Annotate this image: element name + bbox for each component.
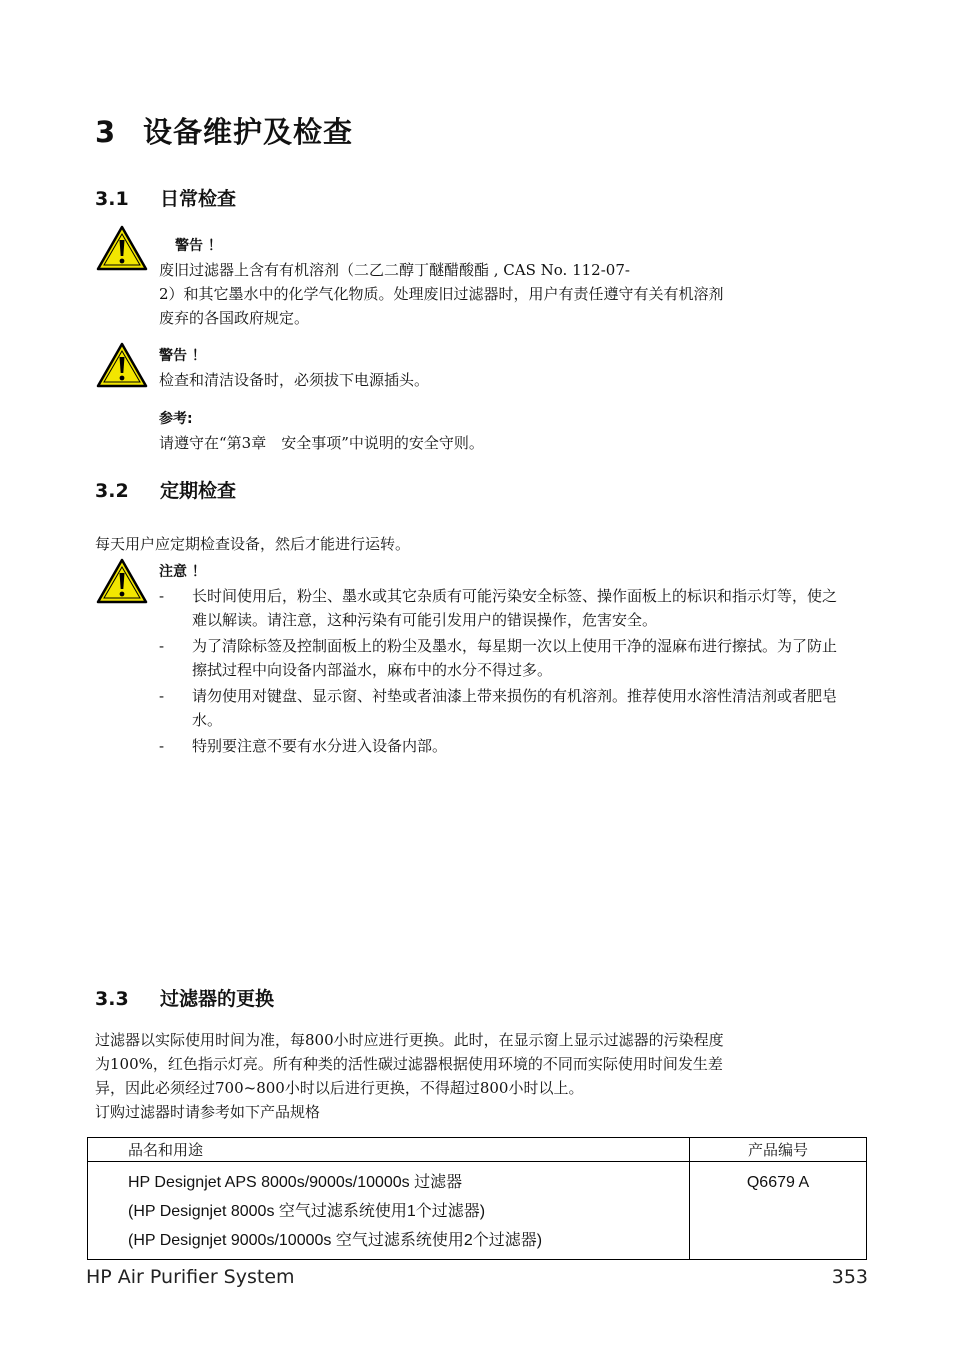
section-3-1-heading [95,184,236,211]
column-header-name: 品名和用途 [88,1138,690,1162]
note-label: 参考: [159,411,193,427]
list-item-text: 为了清除标签及控制面板上的粉尘及墨水，每星期一次以上使用干净的湿麻布进行擦拭。为了防止擦拭过程中向设备内部溢水，麻布中的水分不得过多。 [192,637,838,679]
paragraph-line: 异，因此必须经过700~800小时以后进行更换，不得超过800小时以上。 [95,1079,584,1097]
section-intro: 每天用户应定期检查设备，然后才能进行运转。 [95,535,411,553]
product-name-line: (HP Designjet 8000s 空气过滤系统使用1个过滤器) [128,1203,486,1220]
section-title: 日常检查 [160,188,237,210]
product-name-cell [88,1162,690,1260]
caution-list [159,584,849,760]
list-item-text: 特别要注意不要有水分进入设备内部。 [192,737,448,755]
warning-text: 检查和清洁设备时，必须拔下电源插头。 [159,371,430,389]
table-row [88,1162,867,1260]
page-number: 353 [831,1266,868,1288]
list-item [159,684,849,732]
list-item [159,634,849,682]
bullet-dash: - [159,587,165,605]
list-item-text: 请勿使用对键盘、显示窗、衬垫或者油漆上带来损伤的有机溶剂。推荐使用水溶性清洁剂或者肥皂水。 [192,687,838,729]
bullet-dash: - [159,637,165,655]
paragraph-line: 过滤器以实际使用时间为准，每800小时应进行更换。此时，在显示窗上显示过滤器的污染程度 [95,1031,724,1049]
product-name-line: (HP Designjet 9000s/10000s 空气过滤系统使用2个过滤器) [128,1232,543,1249]
note-text: 请遵守在“第3章 安全事项”中说明的安全守则。 [159,434,484,452]
warning-triangle-icon [96,558,148,604]
table-header-row [88,1138,867,1162]
section-number: 3.3 [95,988,129,1010]
section-title: 定期检查 [160,480,237,502]
product-code-cell: Q6679 A [690,1162,867,1260]
chapter-title-text: 设备维护及检查 [143,115,354,149]
section-number: 3.1 [95,188,129,210]
warning-triangle-icon [96,225,148,271]
warning-text [159,258,859,330]
bullet-dash: - [159,687,165,705]
warning-label: 警告 ！ [159,348,206,364]
warning-line: 废弃的各国政府规定。 [159,309,310,327]
product-spec-table [87,1137,867,1260]
section-3-3-heading [95,984,274,1011]
chapter-title [95,110,353,151]
warning-line: 废旧过滤器上含有有机溶剂（二乙二醇丁醚醋酸酯 , CAS No. 112-07- [159,261,630,279]
paragraph-line: 订购过滤器时请参考如下产品规格 [95,1103,321,1121]
warning-line: 2）和其它墨水中的化学气化物质。处理废旧过滤器时，用户有责任遵守有关有机溶剂 [159,285,724,303]
caution-label: 注意 ！ [159,564,206,580]
column-header-code: 产品编号 [690,1138,867,1162]
list-item [159,734,849,758]
bullet-dash: - [159,737,165,755]
section-paragraph [95,1028,875,1124]
section-3-2-heading [95,476,236,503]
chapter-number: 3 [95,115,117,149]
warning-label: 警告 ！ [175,238,222,254]
product-name-line: HP Designjet APS 8000s/9000s/10000s 过滤器 [128,1174,463,1191]
footer-product-name: HP Air Purifier System [86,1266,295,1288]
section-number: 3.2 [95,480,129,502]
list-item [159,584,849,632]
section-title: 过滤器的更换 [160,988,275,1010]
list-item-text: 长时间使用后，粉尘、墨水或其它杂质有可能污染安全标签、操作面板上的标识和指示灯等，使之难以解读。请注意，这种污染有可能引发用户的错误操作，危害安全。 [192,587,838,629]
warning-triangle-icon [96,342,148,388]
paragraph-line: 为100%，红色指示灯亮。所有种类的活性碳过滤器根据使用环境的不同而实际使用时间发生差 [95,1055,723,1073]
